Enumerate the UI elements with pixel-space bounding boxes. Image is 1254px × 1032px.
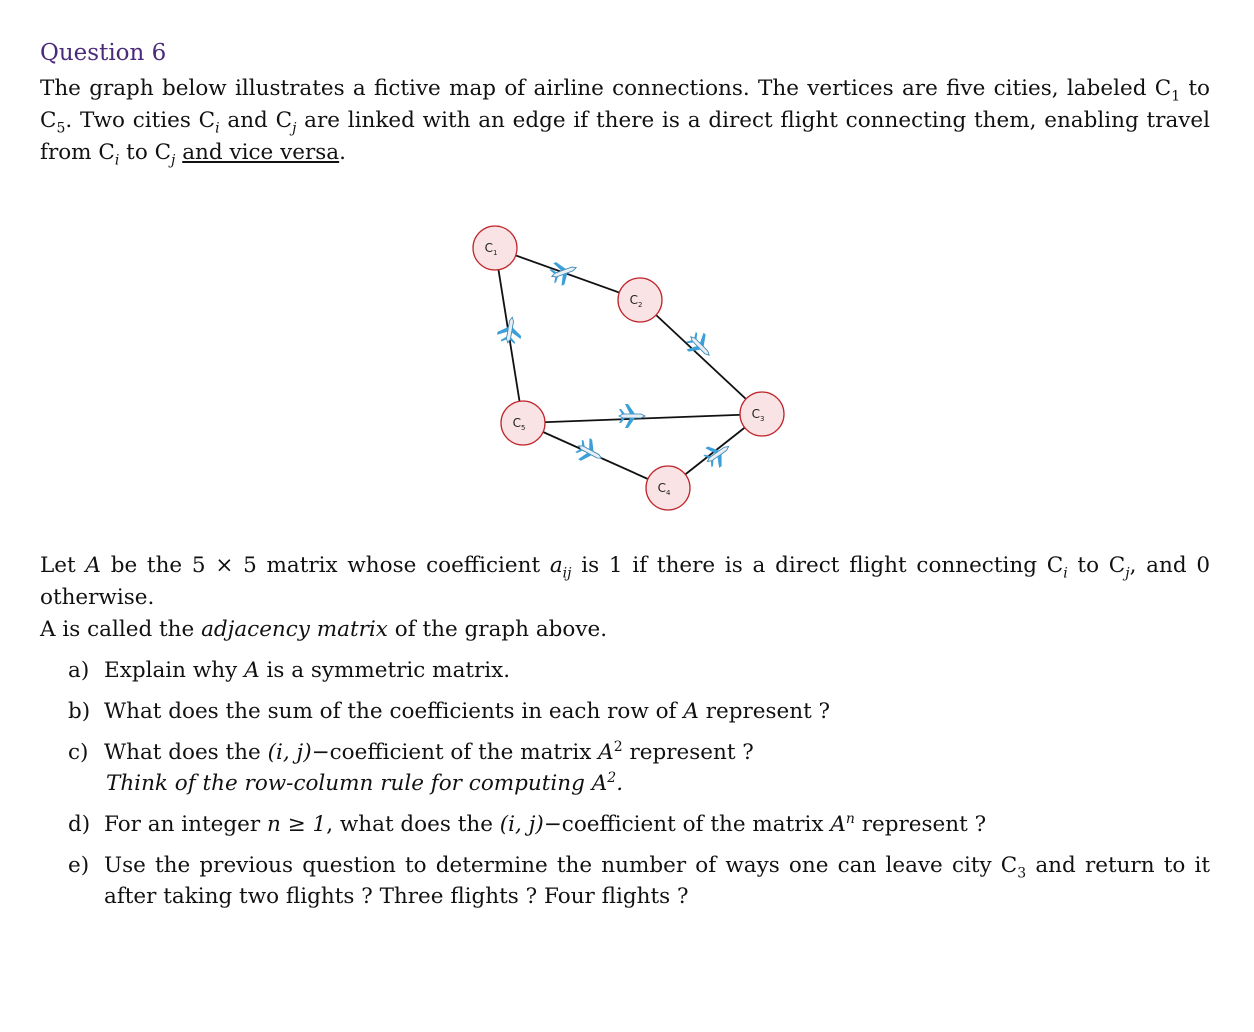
- city-node-c5: [501, 401, 545, 445]
- airplane-icon: [700, 437, 735, 472]
- question-list: [60, 655, 1210, 922]
- graph-nodes: [473, 226, 784, 510]
- question-a: a) Explain why A is a symmetric matrix.: [68, 658, 511, 683]
- airplane-icon: [548, 256, 581, 287]
- city-label: $C_5$: [512, 416, 526, 432]
- adjacency-term: adjacency matrix: [201, 617, 388, 642]
- matrix-definition: Let A be the 5 × 5 matrix whose coefficient $a_{ij}$ is 1 if there is a direct flight connecting $C_i$ to $C_j$, and 0 otherwise.: [40, 553, 1211, 610]
- city-label: $C_2$: [629, 293, 643, 309]
- airline-graph: [460, 220, 800, 520]
- city-label: $C_1$: [484, 241, 498, 257]
- intro-paragraph: The graph below illustrates a fictive map of airline connections. The vertices are five cities, labeled $C_1$ to $C_5$. Two cities $C_i$ and $C_j$ are linked with an edge if there is a direct flight connecting them, enabling travel from $C_i$ to $C_j$ and vice versa.: [40, 76, 1211, 169]
- edge-c2-c3: [640, 300, 762, 414]
- adjacency-line: A is called the adjacency matrix of the graph above.: [40, 617, 608, 642]
- city-node-c4: [646, 466, 690, 510]
- airplane-icon: [682, 328, 717, 363]
- question-b: b) What does the sum of the coefficients in each row of A represent ?: [68, 699, 831, 724]
- airplane-icon: [619, 404, 645, 428]
- city-label: $C_4$: [657, 481, 671, 497]
- edge-c1-c2: [495, 248, 640, 300]
- question-title: Question 6: [40, 40, 167, 66]
- airplane-icon: [573, 435, 607, 468]
- city-node-c1: [473, 226, 517, 270]
- question-c: c) What does the (i, j)−coefficient of the matrix $A^2$ represent ? Think of the row-column rule for computing $A^2$.: [60, 737, 1210, 799]
- city-node-c2: [618, 278, 662, 322]
- airplane-icon: [496, 315, 524, 345]
- city-node-c3: [740, 392, 784, 436]
- city-label: $C_3$: [751, 407, 765, 423]
- question-c-hint: Think of the row-column rule for computing $A^2$.: [106, 769, 624, 796]
- question-e: e) Use the previous question to determine the number of ways one can leave city $C_3$ and return to it after taking two flights ? Three flights ? Four flights ?: [68, 853, 1210, 909]
- question-d: d) For an integer n ≥ 1, what does the (i, j)−coefficient of the matrix $A^n$ represent ?: [68, 810, 987, 837]
- vice-versa-underlined: and vice versa: [182, 140, 340, 165]
